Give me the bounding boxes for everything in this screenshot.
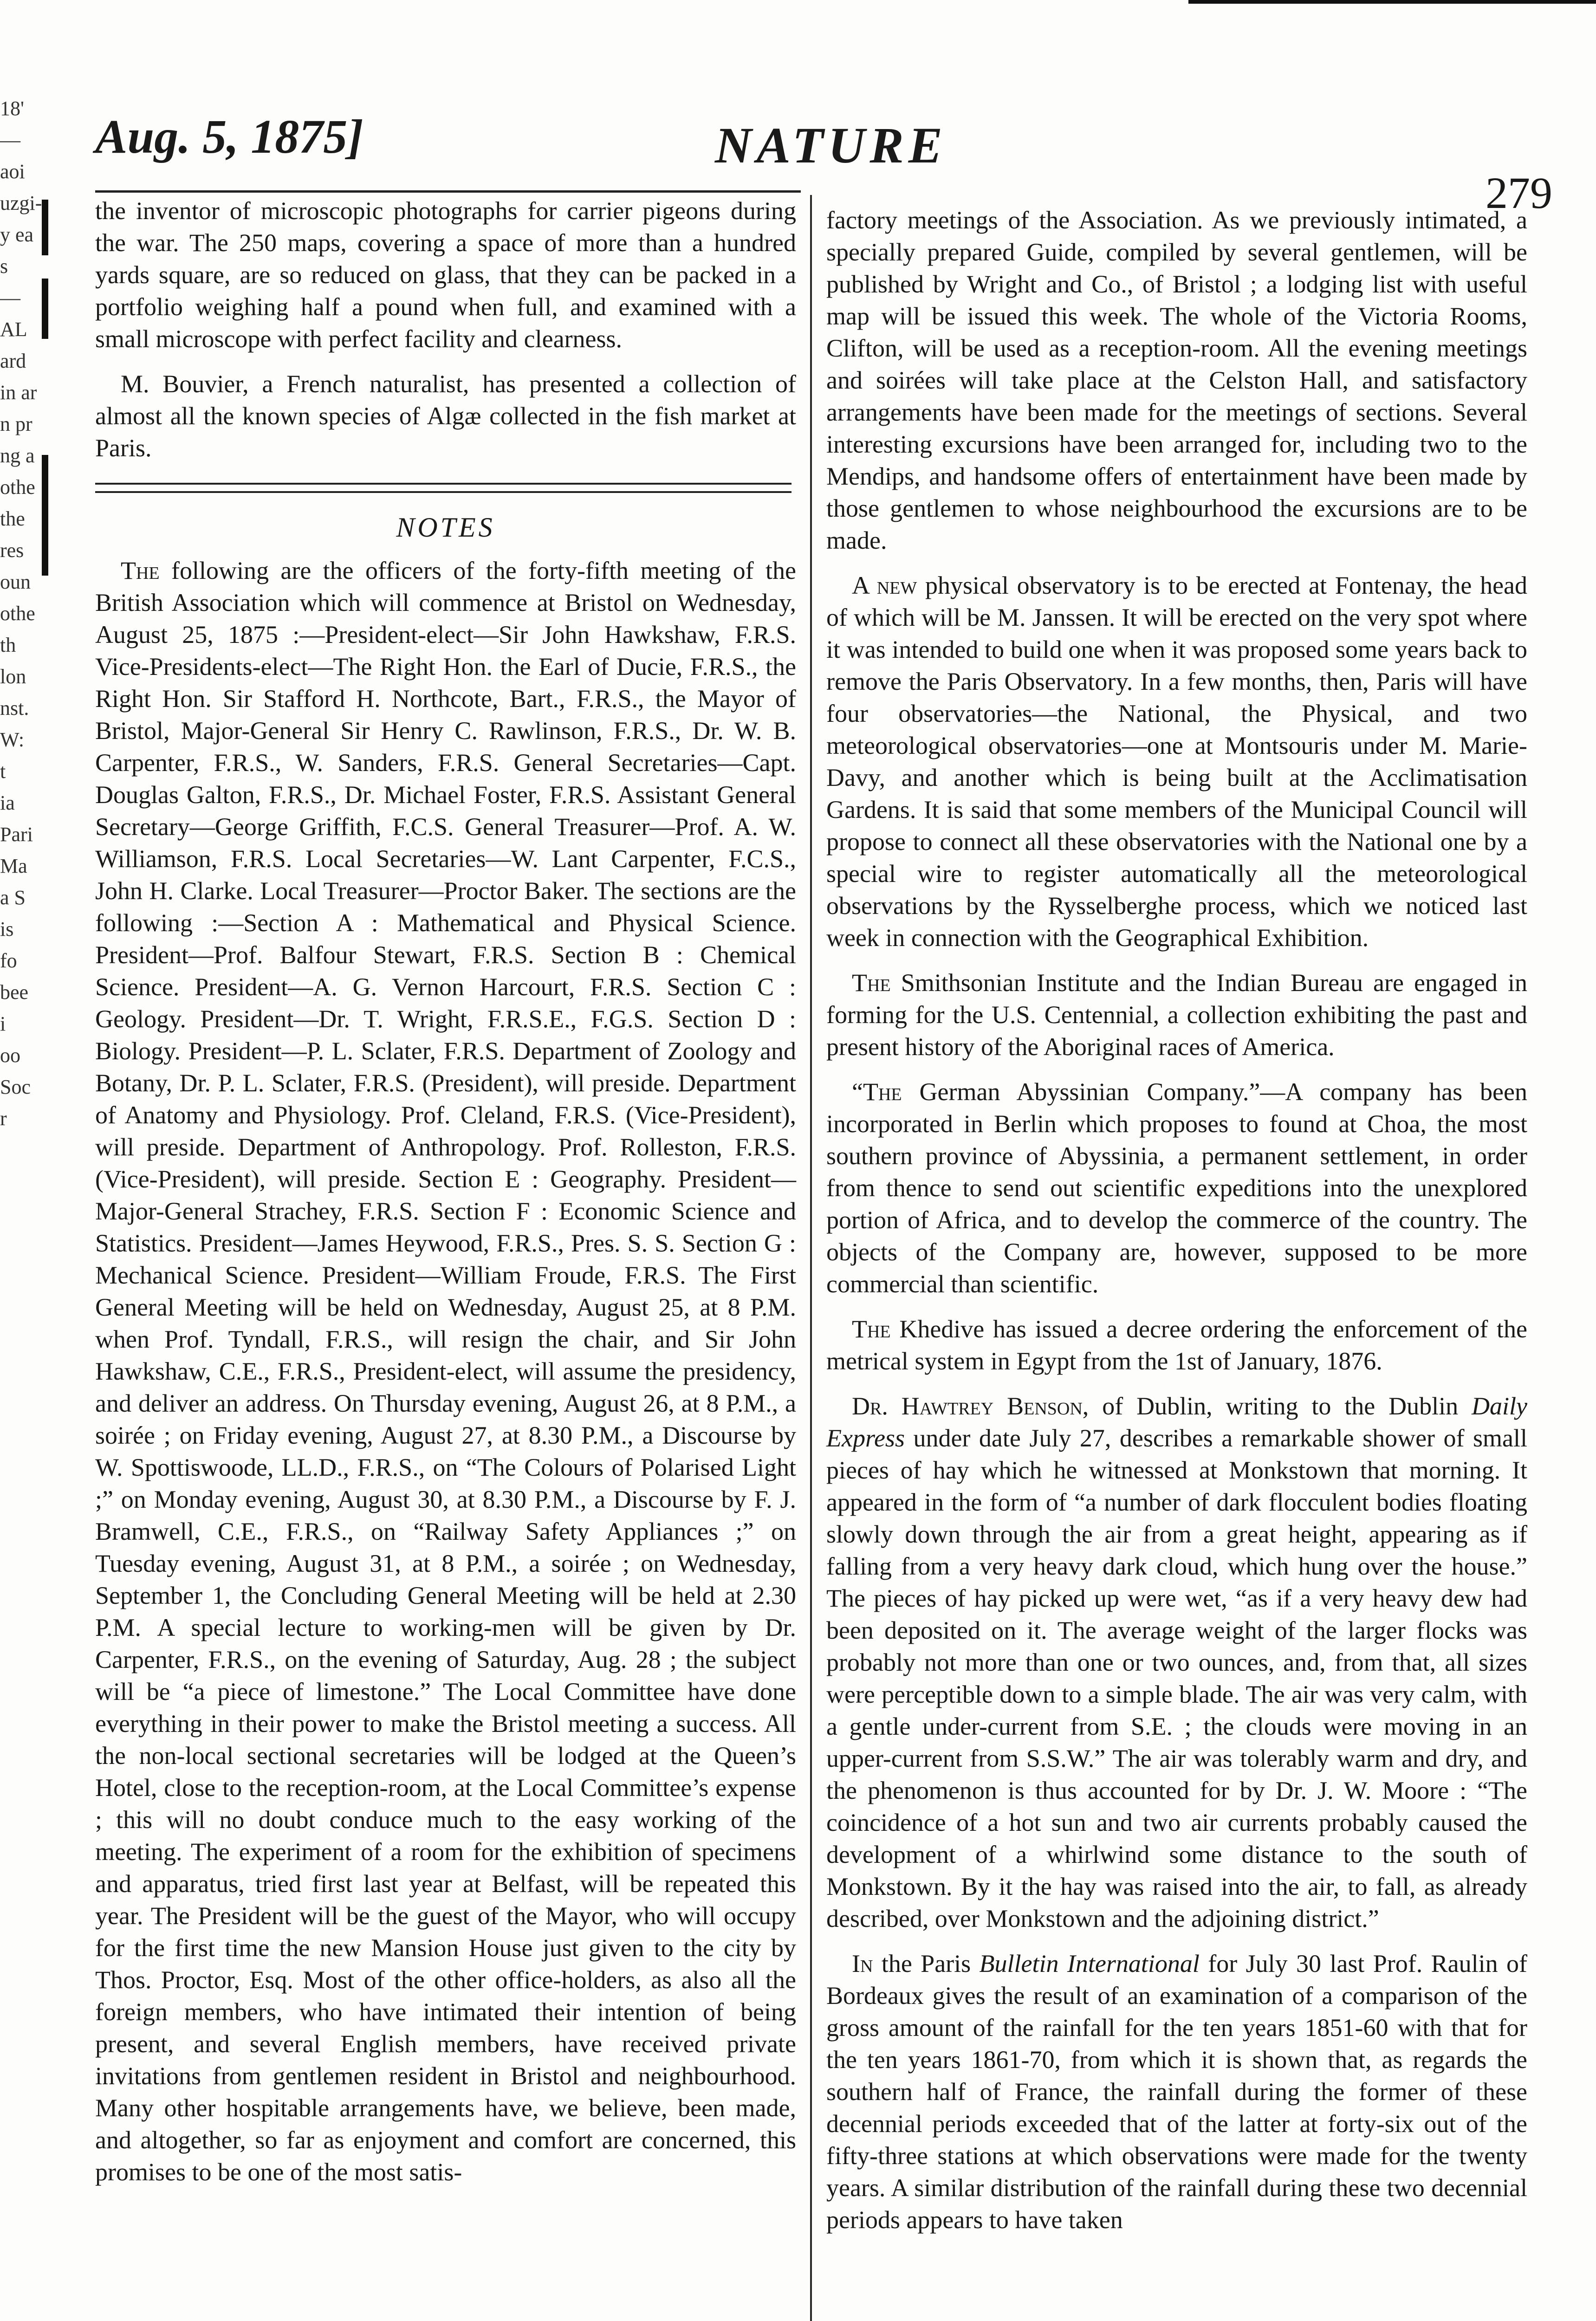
margin-fragment: ia (0, 791, 15, 814)
intro-paragraph: the inventor of microscopic photographs for carrier pigeons during the war. The 250 maps, covering a space of more than a hundred yards square, are so reduced on glass, that they can be packed in a portfolio weighing half a pound when full, and examined with a small microscope with perfect facility and clearness. (95, 197, 796, 353)
margin-fragment: nst. (0, 697, 29, 720)
margin-fragment: ng a (0, 444, 35, 467)
margin-fragment: oun (0, 571, 31, 593)
paragraph-text: German Abyssinian Company.”—A company has been incorporated in Berlin which proposes to found at Choa, the most southern province of Abyssinia, a permanent settlement, in order from thence to send out scientific expeditions into the unexplored portion of Africa, and to develop the commerce of the country. The objects of the Company are, however, supposed to be more commercial than scientific. (826, 1078, 1527, 1298)
paragraph-text: following are the officers of the forty-fifth meeting of the British Association which will commence at Bristol on Wednesday, August 25, 1875 :—President-elect—Sir John Hawkshaw, F.R.S. Vice-Presidents-elect—The Right Hon. the Earl of Ducie, F.R.S., the Right Hon. Sir Stafford H. Northcote, Bart., F.R.S., the Mayor of Bristol, Major-General Sir Henry C. Rawlinson, F.R.S., Dr. W. B. Carpenter, F.R.S., W. Sanders, F.R.S. General Secretaries—Capt. Douglas Galton, F.R.S., Dr. Michael Foster, F.R.S. Assistant General Secretary—George Griffith, F.C.S. General Treasurer—Prof. A. W. Williamson, F.R.S. Local Secretaries—W. Lant Carpenter, F.C.S., John H. Clarke. Local Treasurer—Proctor Baker. The sections are the following :—Section A : Mathematical and Physical Science. President—Prof. Balfour Stewart, F.R.S. Section B : Chemical Science. President—A. G. Vernon Harcourt, F.R.S. Section C : Geology. President—Dr. T. Wright, F.R.S.E., F.G.S. Section D : Biology. President—P. L. Sclater, F.R.S. Department of Zoology and Botany, Dr. P. L. Sclater, F.R.S. (President), will preside. Department of Anatomy and Physiology. Prof. Cleland, F.R.S. (Vice-President), will preside. Department of Anthropology. Prof. Rolleston, F.R.S. (Vice-President), will preside. Section E : Geography. President—Major-General Strachey, F.R.S. Section F : Economic Science and Statistics. President—James Heywood, F.R.S., Pres. S. S. Section G : Mechanical Science. President—William Froude, F.R.S. The First General Meeting will be held on Wednesday, August 25, at 8 P.M. when Prof. Tyndall, F.R.S., will resign the chair, and Sir John Hawkshaw, C.E., F.R.S., President-elect, will assume the presidency, and deliver an address. On Thursday evening, August 26, at 8 P.M., a soirée ; on Friday evening, August 27, at 8.30 P.M., a Discourse by W. Spottiswoode, LL.D., F.R.S., on “The Colours of Polarised Light ;” on Monday evening, August 30, at 8.30 P.M., a Discourse by F. J. Bramwell, C.E., F.R.S., on “Railway Safety Appliances ;” on Tuesday evening, August 31, at 8 P.M., a soirée ; on Wednesday, September 1, the Concluding General Meeting will be held at 2.30 P.M. A special lecture to working-men will be given by Dr. Carpenter, F.R.S., on the evening of Saturday, Aug. 28 ; the subject will be “a piece of limestone.” The Local Committee have done everything in their power to make the Bristol meeting a success. All the non-local sectional secretaries will be lodged at the Queen’s Hotel, close to the reception-room, at the Local Committee’s expense ; this will no doubt conduce much to the easy working of the meeting. The experiment of a room for the exhibition of specimens and apparatus, tried first last year at Belfast, will be repeated this year. The President will be the guest of the Mayor, who will occupy for the first time the new Mansion House just given to the city by Thos. Proctor, Esq. Most of the other office-holders, as also all the foreign members, who have intimated their intention of being present, and several English members, have received private invitations from gentlemen resident in Bristol and neighbourhood. Many other hospitable arrangements have, we believe, been made, and altogether, so far as enjoyment and comfort are concerned, this promises to be one of the most satis- (95, 557, 796, 2186)
paragraph-text: Smithsonian Institute and the Indian Bureau are engaged in forming for the U.S. Centennial, a collection exhibiting the past and present history of the Aboriginal races of America. (826, 969, 1527, 1061)
section-rule (95, 483, 792, 493)
top-border-line (1188, 0, 1596, 4)
margin-fragment: aoi (0, 160, 25, 183)
margin-fragment: uzgi- (0, 192, 42, 214)
margin-bar (42, 279, 48, 339)
paragraph-text: for July 30 last Prof. Raulin of Bordeaux gives the result of an examination of a comparison of the gross amount of the rainfall for the ten years 1851-60 with that for the ten years 1861-70, from which it is shown that, as regards the southern half of France, the rainfall during the former of these decennial periods exceeded that of the latter at forty-six out of the fifty-three stations at which observations were made for the twenty years. A similar distribution of the rainfall during these two decennial periods appears to have taken (826, 1950, 1527, 2234)
margin-fragment: in ar (0, 381, 37, 404)
margin-fragment: fo (0, 949, 17, 972)
margin-fragment: Pari (0, 823, 33, 846)
left-column (95, 195, 796, 2201)
note-paragraph (826, 967, 1527, 1063)
margin-fragment: W: (0, 728, 25, 751)
margin-fragment: othe (0, 476, 35, 499)
margin-fragment: 18' (0, 97, 24, 120)
lead-word: A new (852, 571, 917, 599)
newspaper-title: Daily Express (826, 1392, 1527, 1452)
margin-fragment: Soc (0, 1076, 31, 1098)
lead-word: The (852, 1315, 891, 1343)
lead-word: Dr. Hawtrey Benson, (852, 1392, 1089, 1420)
margin-fragment: res (0, 539, 24, 562)
issue-date: Aug. 5, 1875] (95, 110, 363, 163)
note-paragraph (826, 1948, 1527, 2236)
margin-fragment: othe (0, 602, 35, 625)
margin-bar (42, 455, 48, 576)
note-paragraph (826, 1313, 1527, 1377)
margin-fragment: Ma (0, 855, 27, 877)
margin-fragment: — (0, 129, 20, 151)
intro-paragraph: M. Bouvier, a French naturalist, has presented a collection of almost all the known species of Algæ collected in the fish market at Paris. (95, 370, 796, 462)
margin-bar (42, 200, 48, 255)
note-paragraph (826, 1390, 1527, 1935)
margin-fragment: n pr (0, 413, 32, 435)
page-number: 279 (1486, 168, 1552, 218)
notes-heading: NOTES (396, 512, 495, 543)
lead-word: The (121, 557, 160, 584)
lead-word: The (852, 969, 891, 997)
notes-paragraph (95, 555, 796, 2188)
margin-fragment: oo (0, 1044, 20, 1067)
note-paragraph: factory meetings of the Association. As we previously intimated, a specially prepared Guide, compiled by several gentlemen, will be published by Wright and Co., of Bristol ; a lodging list with useful map will be issued this week. The whole of the Victoria Rooms, Clifton, will be used as a reception-room. All the evening meetings and soirées will take place at the Celston Hall, and satisfactory arrangements have been made for the meetings of sections. Several interesting excursions have been arranged for, including two to the Mendips, and handsome offers of entertainment have been made by those gentlemen to whose neighbourhood the excursions are to be made. (826, 206, 1527, 554)
margin-fragment: is (0, 918, 14, 940)
header-rule (95, 190, 801, 193)
margin-fragment: bee (0, 981, 29, 1004)
note-paragraph (826, 1076, 1527, 1300)
margin-fragment: — (0, 286, 20, 309)
margin-fragment: AL (0, 318, 27, 341)
paragraph-text: the Paris (873, 1950, 980, 1977)
paragraph-text: physical observatory is to be erected at Fontenay, the head of which will be M. Janssen. It will be erected on the very spot where it was intended to build one when it was proposed some years back to remove the Paris Observatory. In a few months, then, Paris will have four observatories—the National, the Physical, and two meteorological observatories—one at Montsouris under M. Marie-Davy, and another which is being built at the Acclimatisation Gardens. It is said that some members of the Municipal Council will propose to connect all these observatories with the National one by a special wire to register automatically all the meteorological observations by the Rysselberghe process, which we noticed last week in connection with the Geographical Exhibition. (826, 571, 1527, 952)
journal-name: Bulletin International (979, 1950, 1200, 1977)
paragraph-text: under date July 27, describes a remarkable shower of small pieces of hay which he witnessed at Monkstown that morning. It appeared in the form of “a number of dark flocculent bodies floating slowly down through the air from a great height, appearing as if falling from a very heavy dark cloud, which hung over the house.” The pieces of hay picked up were wet, “as if a very heavy dew had been deposited on it. The average weight of the larger flocks was probably not more than one or two ounces, and, from that, all sizes were perceptible down to a simple blade. The air was very calm, with a gentle under-current from S.E. ; the clouds were moving in an upper-current from S.S.W.” The air was tolerably warm and dry, and the phenomenon is thus accounted for by Dr. J. W. Moore : “The coincidence of a hot sun and two air currents probably caused the development of a whirlwind some distance to the south of Monkstown. By it the hay was raised into the air, to fall, as already described, over Monkstown and the adjoining district.” (826, 1424, 1527, 1932)
lead-word: “The (852, 1078, 902, 1106)
column-divider (810, 195, 812, 2321)
lead-word: In (852, 1950, 873, 1977)
paragraph-text: Khedive has issued a decree ordering the enforcement of the metrical system in Egypt from the 1st of January, 1876. (826, 1315, 1527, 1375)
margin-fragment: ard (0, 350, 26, 372)
paragraph-text: of Dublin, writing to the Dublin (1089, 1392, 1472, 1420)
right-column (826, 204, 1527, 2249)
margin-fragment: a S (0, 886, 26, 909)
margin-fragment: the (0, 507, 25, 530)
margin-fragment: t (0, 760, 6, 783)
margin-fragment: r (0, 1107, 7, 1130)
margin-fragment: lon (0, 665, 26, 688)
margin-fragment: i (0, 1012, 6, 1035)
margin-fragment: s (0, 255, 8, 278)
margin-fragment: y ea (0, 223, 34, 246)
journal-title: NATURE (715, 117, 947, 174)
margin-fragment: th (0, 634, 16, 656)
note-paragraph (826, 570, 1527, 954)
